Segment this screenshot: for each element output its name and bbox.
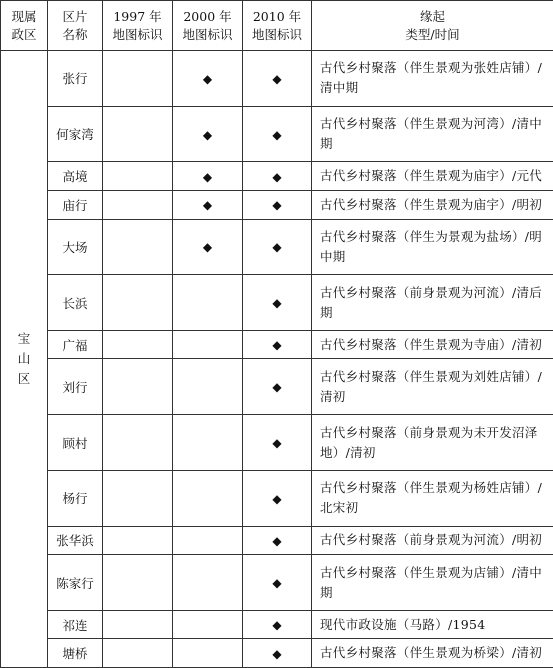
mark-2010	[243, 106, 312, 162]
diamond-icon: ◆	[202, 127, 213, 142]
origin-desc: 古代乡村聚落（伴生景观为河湾）/清中期	[312, 106, 553, 162]
diamond-icon: ◆	[202, 169, 213, 184]
table-row	[1, 639, 553, 668]
area-name: 张行	[48, 51, 103, 107]
mark-1997	[103, 639, 173, 668]
origin-desc: 古代乡村聚落（伴生景观为刘姓店铺）/清初	[312, 359, 553, 415]
mark-2010	[243, 610, 312, 639]
mark-2010	[243, 639, 312, 668]
mark-1997	[103, 555, 173, 611]
district-name: 宝山区	[17, 331, 31, 386]
mark-2000	[173, 526, 243, 555]
header-area	[48, 1, 103, 51]
table-row	[1, 610, 553, 639]
table-row	[1, 555, 553, 611]
diamond-icon: ◆	[272, 127, 282, 142]
area-name: 大场	[48, 219, 103, 275]
mark-2000	[173, 162, 243, 191]
mark-2000	[173, 330, 243, 359]
origin-desc: 古代乡村聚落（伴生景观为寺庙）/清初	[312, 330, 553, 359]
header-district-line2: 政区	[11, 26, 37, 42]
area-name: 庙行	[48, 190, 103, 219]
header-origin-line1: 缘起	[419, 8, 445, 24]
table-row	[1, 190, 553, 219]
header-1997-line1: 1997 年	[113, 8, 162, 24]
origin-desc: 古代乡村聚落（伴生景观为桥梁）/清初	[312, 639, 553, 668]
diamond-icon: ◆	[272, 618, 282, 633]
area-name: 广福	[48, 330, 103, 359]
mark-2000	[173, 51, 243, 107]
mark-2010	[243, 190, 312, 219]
diamond-icon: ◆	[202, 198, 213, 213]
header-2000	[173, 1, 243, 51]
table-row	[1, 330, 553, 359]
area-name: 祁连	[48, 610, 103, 639]
table-row	[1, 275, 553, 331]
header-origin-line2: 类型/时间	[405, 26, 460, 42]
origin-desc: 古代乡村聚落（前身景观为河流）/清后期	[312, 275, 553, 331]
origin-desc: 古代乡村聚落（伴生景观为店铺）/清中期	[312, 555, 553, 611]
header-area-line1: 区片	[62, 8, 88, 24]
diamond-icon: ◆	[272, 380, 282, 395]
header-2010	[243, 1, 312, 51]
mark-2000	[173, 106, 243, 162]
table-row	[1, 359, 553, 415]
diamond-icon: ◆	[272, 576, 282, 591]
district-cell	[1, 51, 48, 668]
mark-1997	[103, 51, 173, 107]
origin-desc: 古代乡村聚落（伴生为景观为盐场）/明中期	[312, 219, 553, 275]
mark-1997	[103, 330, 173, 359]
diamond-icon: ◆	[272, 169, 282, 184]
mark-2010	[243, 415, 312, 471]
table-row	[1, 106, 553, 162]
area-name: 刘行	[48, 359, 103, 415]
mark-1997	[103, 190, 173, 219]
origin-desc: 古代乡村聚落（伴生景观为杨姓店铺）/北宋初	[312, 470, 553, 526]
table-row	[1, 219, 553, 275]
header-district-line1: 现属	[11, 8, 37, 24]
area-name: 顾村	[48, 415, 103, 471]
mark-1997	[103, 219, 173, 275]
table-row	[1, 162, 553, 191]
mark-2000	[173, 219, 243, 275]
diamond-icon: ◆	[272, 198, 282, 213]
area-name: 高境	[48, 162, 103, 191]
header-2010-line2: 地图标识	[251, 26, 302, 42]
area-name: 塘桥	[48, 639, 103, 668]
header-1997-line2: 地图标识	[112, 26, 163, 42]
table-header-row	[1, 1, 553, 51]
header-area-line2: 名称	[62, 26, 88, 42]
mark-1997	[103, 275, 173, 331]
origin-desc: 古代乡村聚落（前身景观为河流）/明初	[312, 526, 553, 555]
origin-desc: 古代乡村聚落（前身景观为未开发沼泽地）/清初	[312, 415, 553, 471]
mark-1997	[103, 610, 173, 639]
origin-desc: 现代市政设施（马路）/1954	[312, 610, 553, 639]
area-name: 杨行	[48, 470, 103, 526]
header-1997	[103, 1, 173, 51]
header-origin	[312, 1, 553, 51]
mark-2000	[173, 639, 243, 668]
mark-2010	[243, 162, 312, 191]
header-2000-line2: 地图标识	[182, 26, 233, 42]
mark-1997	[103, 106, 173, 162]
mark-2000	[173, 470, 243, 526]
mark-2010	[243, 219, 312, 275]
mark-1997	[103, 415, 173, 471]
mark-2010	[243, 330, 312, 359]
area-name: 长浜	[48, 275, 103, 331]
area-name: 何家湾	[48, 106, 103, 162]
diamond-icon: ◆	[272, 436, 282, 451]
mark-2010	[243, 275, 312, 331]
diamond-icon: ◆	[272, 296, 282, 311]
header-2010-line1: 2010 年	[252, 8, 302, 24]
mark-1997	[103, 162, 173, 191]
table-row	[1, 51, 553, 107]
table-row	[1, 470, 553, 526]
mark-2000	[173, 415, 243, 471]
diamond-icon: ◆	[272, 533, 282, 548]
header-2000-line1: 2000 年	[183, 8, 232, 24]
diamond-icon: ◆	[272, 71, 282, 86]
mark-2010	[243, 470, 312, 526]
mark-2000	[173, 359, 243, 415]
diamond-icon: ◆	[272, 240, 282, 255]
origin-desc: 古代乡村聚落（伴生景观为张姓店铺）/清中期	[312, 51, 553, 107]
mark-1997	[103, 526, 173, 555]
mark-2000	[173, 610, 243, 639]
mark-1997	[103, 359, 173, 415]
header-district	[1, 1, 48, 51]
diamond-icon: ◆	[272, 491, 282, 506]
diamond-icon: ◆	[272, 646, 282, 661]
origin-desc: 古代乡村聚落（伴生景观为庙宇）/元代	[312, 162, 553, 191]
mark-2010	[243, 526, 312, 555]
origin-desc: 古代乡村聚落（伴生景观为庙宇）/明初	[312, 190, 553, 219]
mark-2010	[243, 359, 312, 415]
diamond-icon: ◆	[272, 338, 282, 353]
mark-2000	[173, 555, 243, 611]
area-name: 陈家行	[48, 555, 103, 611]
mark-2010	[243, 51, 312, 107]
diamond-icon: ◆	[202, 240, 213, 255]
mark-2010	[243, 555, 312, 611]
mark-2000	[173, 190, 243, 219]
table-row	[1, 526, 553, 555]
area-name: 张华浜	[48, 526, 103, 555]
mark-1997	[103, 470, 173, 526]
table-row	[1, 415, 553, 471]
diamond-icon: ◆	[202, 71, 213, 86]
mark-2000	[173, 275, 243, 331]
